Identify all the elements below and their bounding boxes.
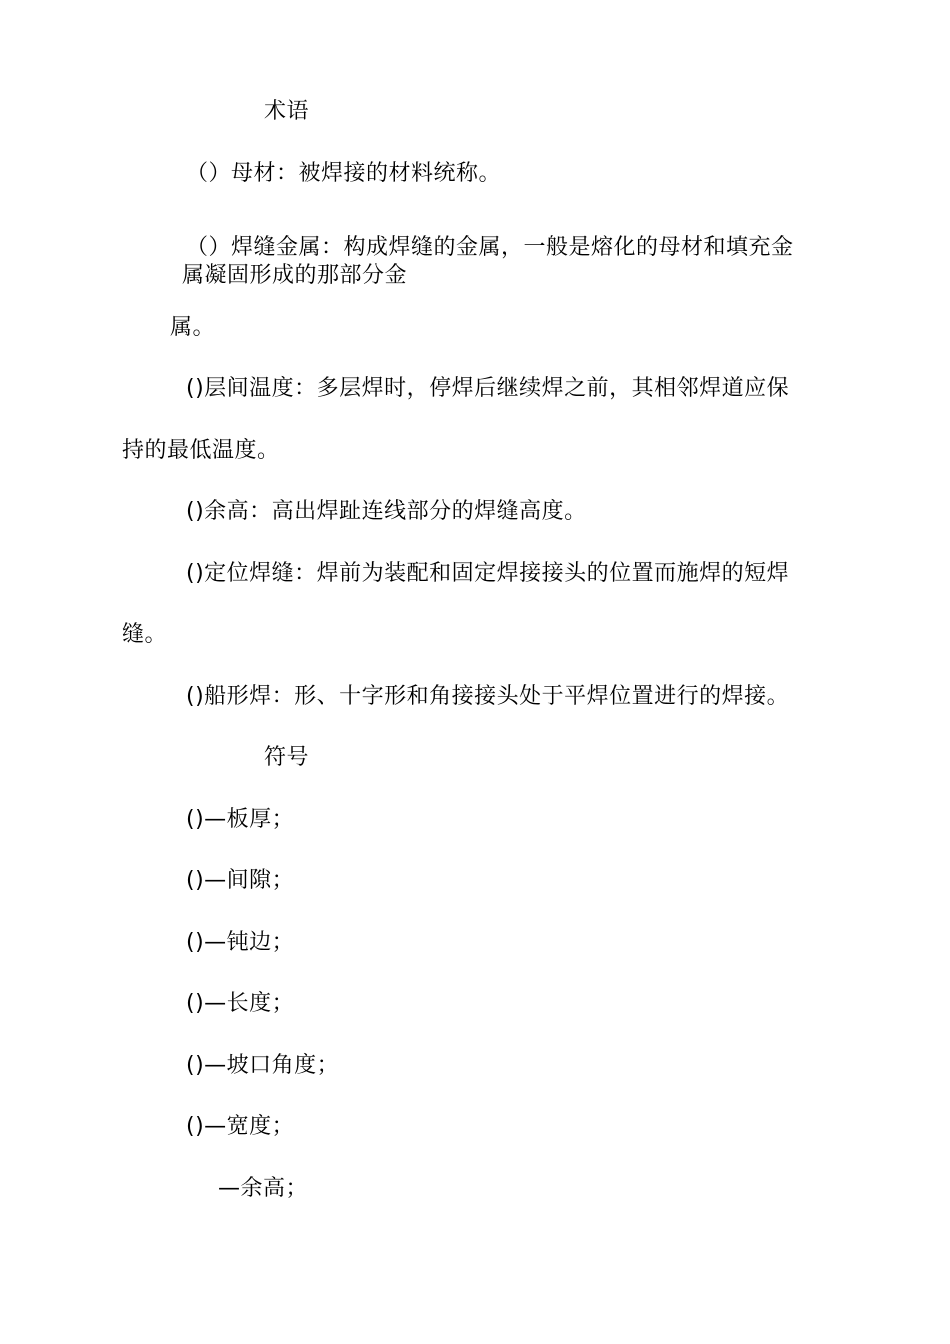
symbol-item: ()—长度； xyxy=(186,991,295,1016)
term-interpass-line2: 持的最低温度。 xyxy=(122,438,280,463)
symbol-item: ()—板厚； xyxy=(186,807,295,832)
term-boat-weld: ()船形焊：形、十字形和角接接头处于平焊位置进行的焊接。 xyxy=(186,684,790,709)
symbol-item: ()—宽度； xyxy=(186,1114,295,1139)
term-weld-metal-line1: （）焊缝金属：构成焊缝的金属，一般是熔化的母材和填充金 xyxy=(186,235,794,260)
term-weld-metal-line2: 属凝固形成的那部分金 xyxy=(182,263,408,288)
symbol-item: ()—坡口角度； xyxy=(186,1053,340,1078)
symbol-item: ()—钝边； xyxy=(186,930,295,955)
term-weld-metal-line3: 属。 xyxy=(170,315,216,340)
symbol-item: —余高； xyxy=(218,1176,309,1201)
term-tack-weld-line1: ()定位焊缝：焊前为装配和固定焊接接头的位置而施焊的短焊 xyxy=(186,561,790,586)
symbols-heading: 符号 xyxy=(264,745,310,770)
term-tack-weld-line2: 缝。 xyxy=(122,622,168,647)
symbol-item: ()—间隙； xyxy=(186,868,295,893)
term-base-metal: （）母材：被焊接的材料统称。 xyxy=(186,161,502,186)
term-interpass-line1: ()层间温度：多层焊时，停焊后继续焊之前，其相邻焊道应保 xyxy=(186,376,790,401)
terms-heading: 术语 xyxy=(264,99,310,124)
term-reinforcement: ()余高：高出焊趾连线部分的焊缝高度。 xyxy=(186,499,587,524)
